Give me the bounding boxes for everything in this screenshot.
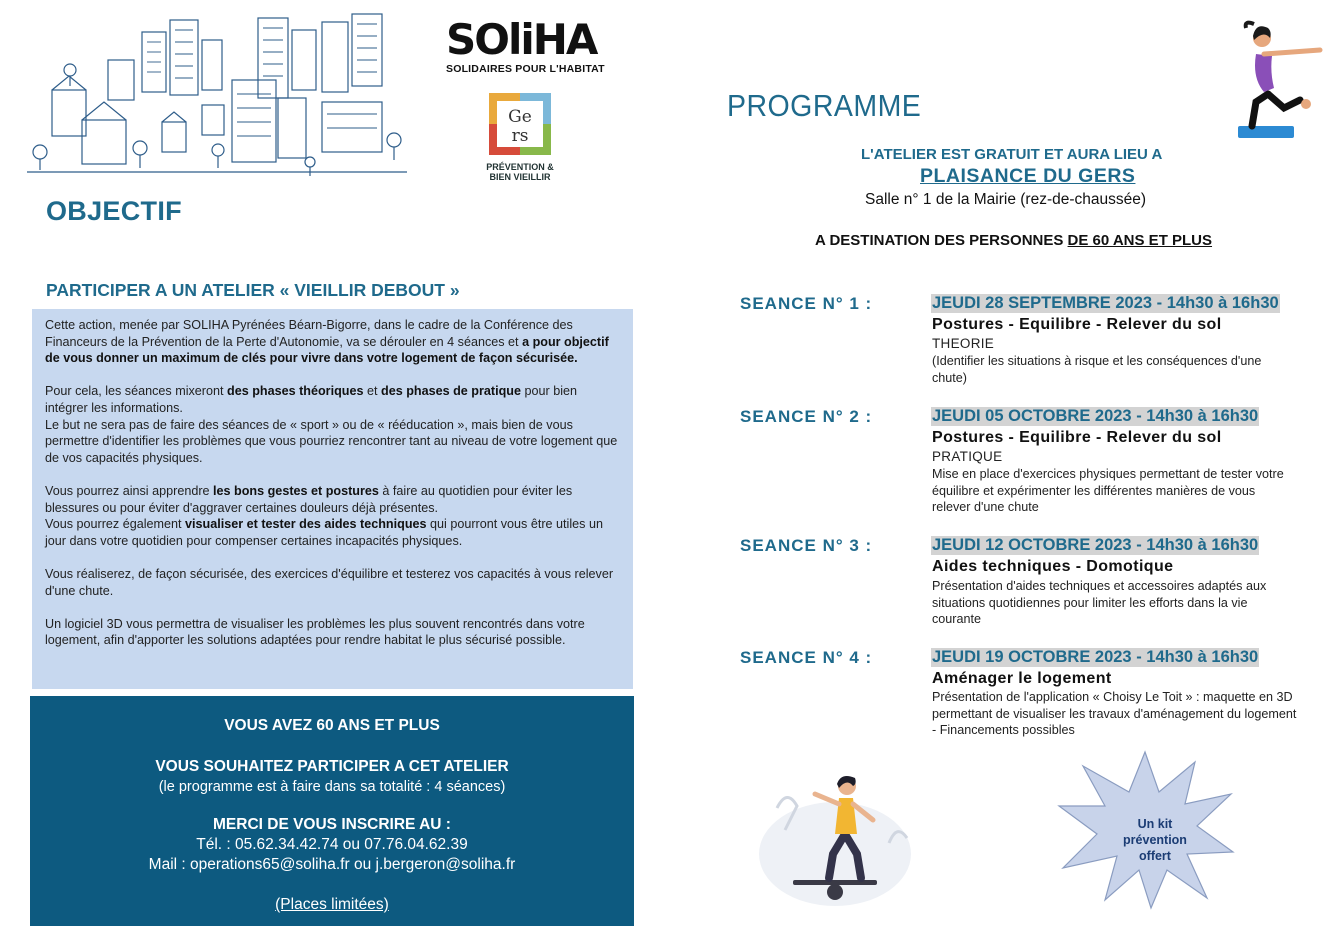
cta-age: VOUS AVEZ 60 ANS ET PLUS	[224, 717, 440, 734]
seance-2-label: SEANCE N° 2 :	[740, 407, 873, 426]
free-workshop-line: L'ATELIER EST GRATUIT ET AURA LIEU A	[861, 146, 1163, 163]
desc-paragraph-7: Un logiciel 3D vous permettra de visualiser les problèmes les plus souvent rencontrés dans votre logement, afin d'apporter les solutions adaptées pour rendre habitat le plus sécurisé possible.	[45, 616, 585, 648]
seance-3-description: Présentation d'aides techniques et accessoires adaptés aux situations quotidiennes pour limiter les efforts dans la vie courante	[932, 579, 1267, 627]
svg-text:rs: rs	[511, 126, 529, 146]
seance-4-description: Présentation de l'application « Choisy Le Toit » : maquette en 3D permettant de visualiser les travaux d'aménagement du logement - Financements possibles	[932, 690, 1297, 738]
seance-2-date: JEUDI 05 OCTOBRE 2023 - 14h30 à 16h30	[932, 407, 1259, 425]
programme-heading: PROGRAMME	[727, 88, 922, 123]
seance-1-type: THEORIE	[932, 336, 995, 351]
objectif-heading: OBJECTIF	[46, 196, 182, 226]
fitness-woman-illustration	[1226, 8, 1326, 140]
gers-logo	[486, 93, 554, 185]
cta-limited: (Places limitées)	[275, 896, 389, 913]
seance-3-label: SEANCE N° 3 :	[740, 536, 873, 555]
seance-1-label: SEANCE N° 1 :	[740, 294, 873, 313]
seance-4-label: SEANCE N° 4 :	[740, 648, 873, 667]
seance-1-description: (Identifier les situations à risque et les conséquences d'une chute)	[932, 354, 1262, 385]
gers-logo-text: PRÉVENTION & BIEN VIEILLIR	[486, 162, 554, 182]
soliha-logo	[446, 15, 616, 75]
seance-3-title: Aides techniques - Domotique	[932, 558, 1174, 575]
desc-paragraph-3: Le but ne sera pas de faire des séances de « sport » ou de « rééducation », mais bien de vous permettre d'identifier les problèmes que vous pourriez rencontrer tant au niveau de votre logement que de vos capacités physiques.	[45, 417, 618, 465]
cta-mail[interactable]: Mail : operations65@soliha.fr ou j.bergeron@soliha.fr	[148, 856, 516, 873]
seance-4-date: JEUDI 19 OCTOBRE 2023 - 14h30 à 16h30	[932, 648, 1259, 666]
cta-wish: VOUS SOUHAITEZ PARTICIPER A CET ATELIER	[155, 758, 509, 775]
audience-line: A DESTINATION DES PERSONNES DE 60 ANS ET PLUS	[815, 232, 1213, 249]
location-name: PLAISANCE DU GERS	[920, 165, 1136, 187]
description-box	[32, 309, 633, 689]
gers-logo-mark	[489, 93, 551, 155]
desc-paragraph-1: Cette action, menée par SOLIHA Pyrénées Béarn-Bigorre, dans le cadre de la Conférence des Financeurs de la Prévention de la Perte d'Autonomie, va se dérouler en 4 séances et a pour objectif de vous donner un maximum de clés pour vivre dans votre logement de façon sécurisée.	[45, 318, 609, 366]
seance-4-title: Aménager le logement	[932, 670, 1112, 687]
cta-note: (le programme est à faire dans sa totalité : 4 séances)	[158, 779, 506, 795]
desc-paragraph-2: Pour cela, les séances mixeront des phases théoriques et des phases de pratique pour bien intégrer les informations.	[45, 384, 577, 415]
svg-text:Ge: Ge	[508, 107, 532, 127]
city-illustration	[22, 10, 417, 180]
cta-register: MERCI DE VOUS INSCRIRE AU :	[213, 816, 451, 833]
seance-2-title: Postures - Equilibre - Relever du sol	[932, 429, 1222, 446]
registration-box	[30, 696, 634, 926]
desc-paragraph-4: Vous pourrez ainsi apprendre les bons gestes et postures à faire au quotidien pour éviter les blessures ou pour éviter d'aggraver certaines douleurs déjà présentes.	[45, 483, 573, 515]
balance-woman-illustration	[757, 768, 915, 908]
seance-3-date: JEUDI 12 OCTOBRE 2023 - 14h30 à 16h30	[932, 536, 1259, 554]
seance-1-title: Postures - Equilibre - Relever du sol	[932, 316, 1222, 333]
soliha-logo-name: SOliHA	[446, 15, 597, 64]
seance-2-description: Mise en place d'exercices physiques permettant de tester votre équilibre et expérimenter les différentes manières de vous relever d'une chute	[932, 467, 1284, 515]
desc-paragraph-5: Vous pourrez également visualiser et tester des aides techniques qui pourront vous être utiles un jour dans votre quotidien pour compenser certaines incapacités physiques.	[45, 517, 603, 548]
seance-2-type: PRATIQUE	[932, 449, 1003, 464]
soliha-logo-tagline: SOLIDAIRES POUR L'HABITAT	[446, 63, 605, 75]
starburst-text: Un kit prévention offert	[1123, 817, 1187, 863]
atelier-heading: PARTICIPER A UN ATELIER « VIEILLIR DEBOUT »	[46, 280, 460, 300]
desc-paragraph-6: Vous réaliserez, de façon sécurisée, des exercices d'équilibre et testerez vos capacités à vous relever d'une chute.	[45, 566, 614, 598]
cta-phone[interactable]: Tél. : 05.62.34.42.74 ou 07.76.04.62.39	[196, 836, 468, 853]
room-line: Salle n° 1 de la Mairie (rez-de-chaussée)	[865, 191, 1147, 208]
seance-1-date: JEUDI 28 SEPTEMBRE 2023 - 14h30 à 16h30	[932, 294, 1279, 312]
